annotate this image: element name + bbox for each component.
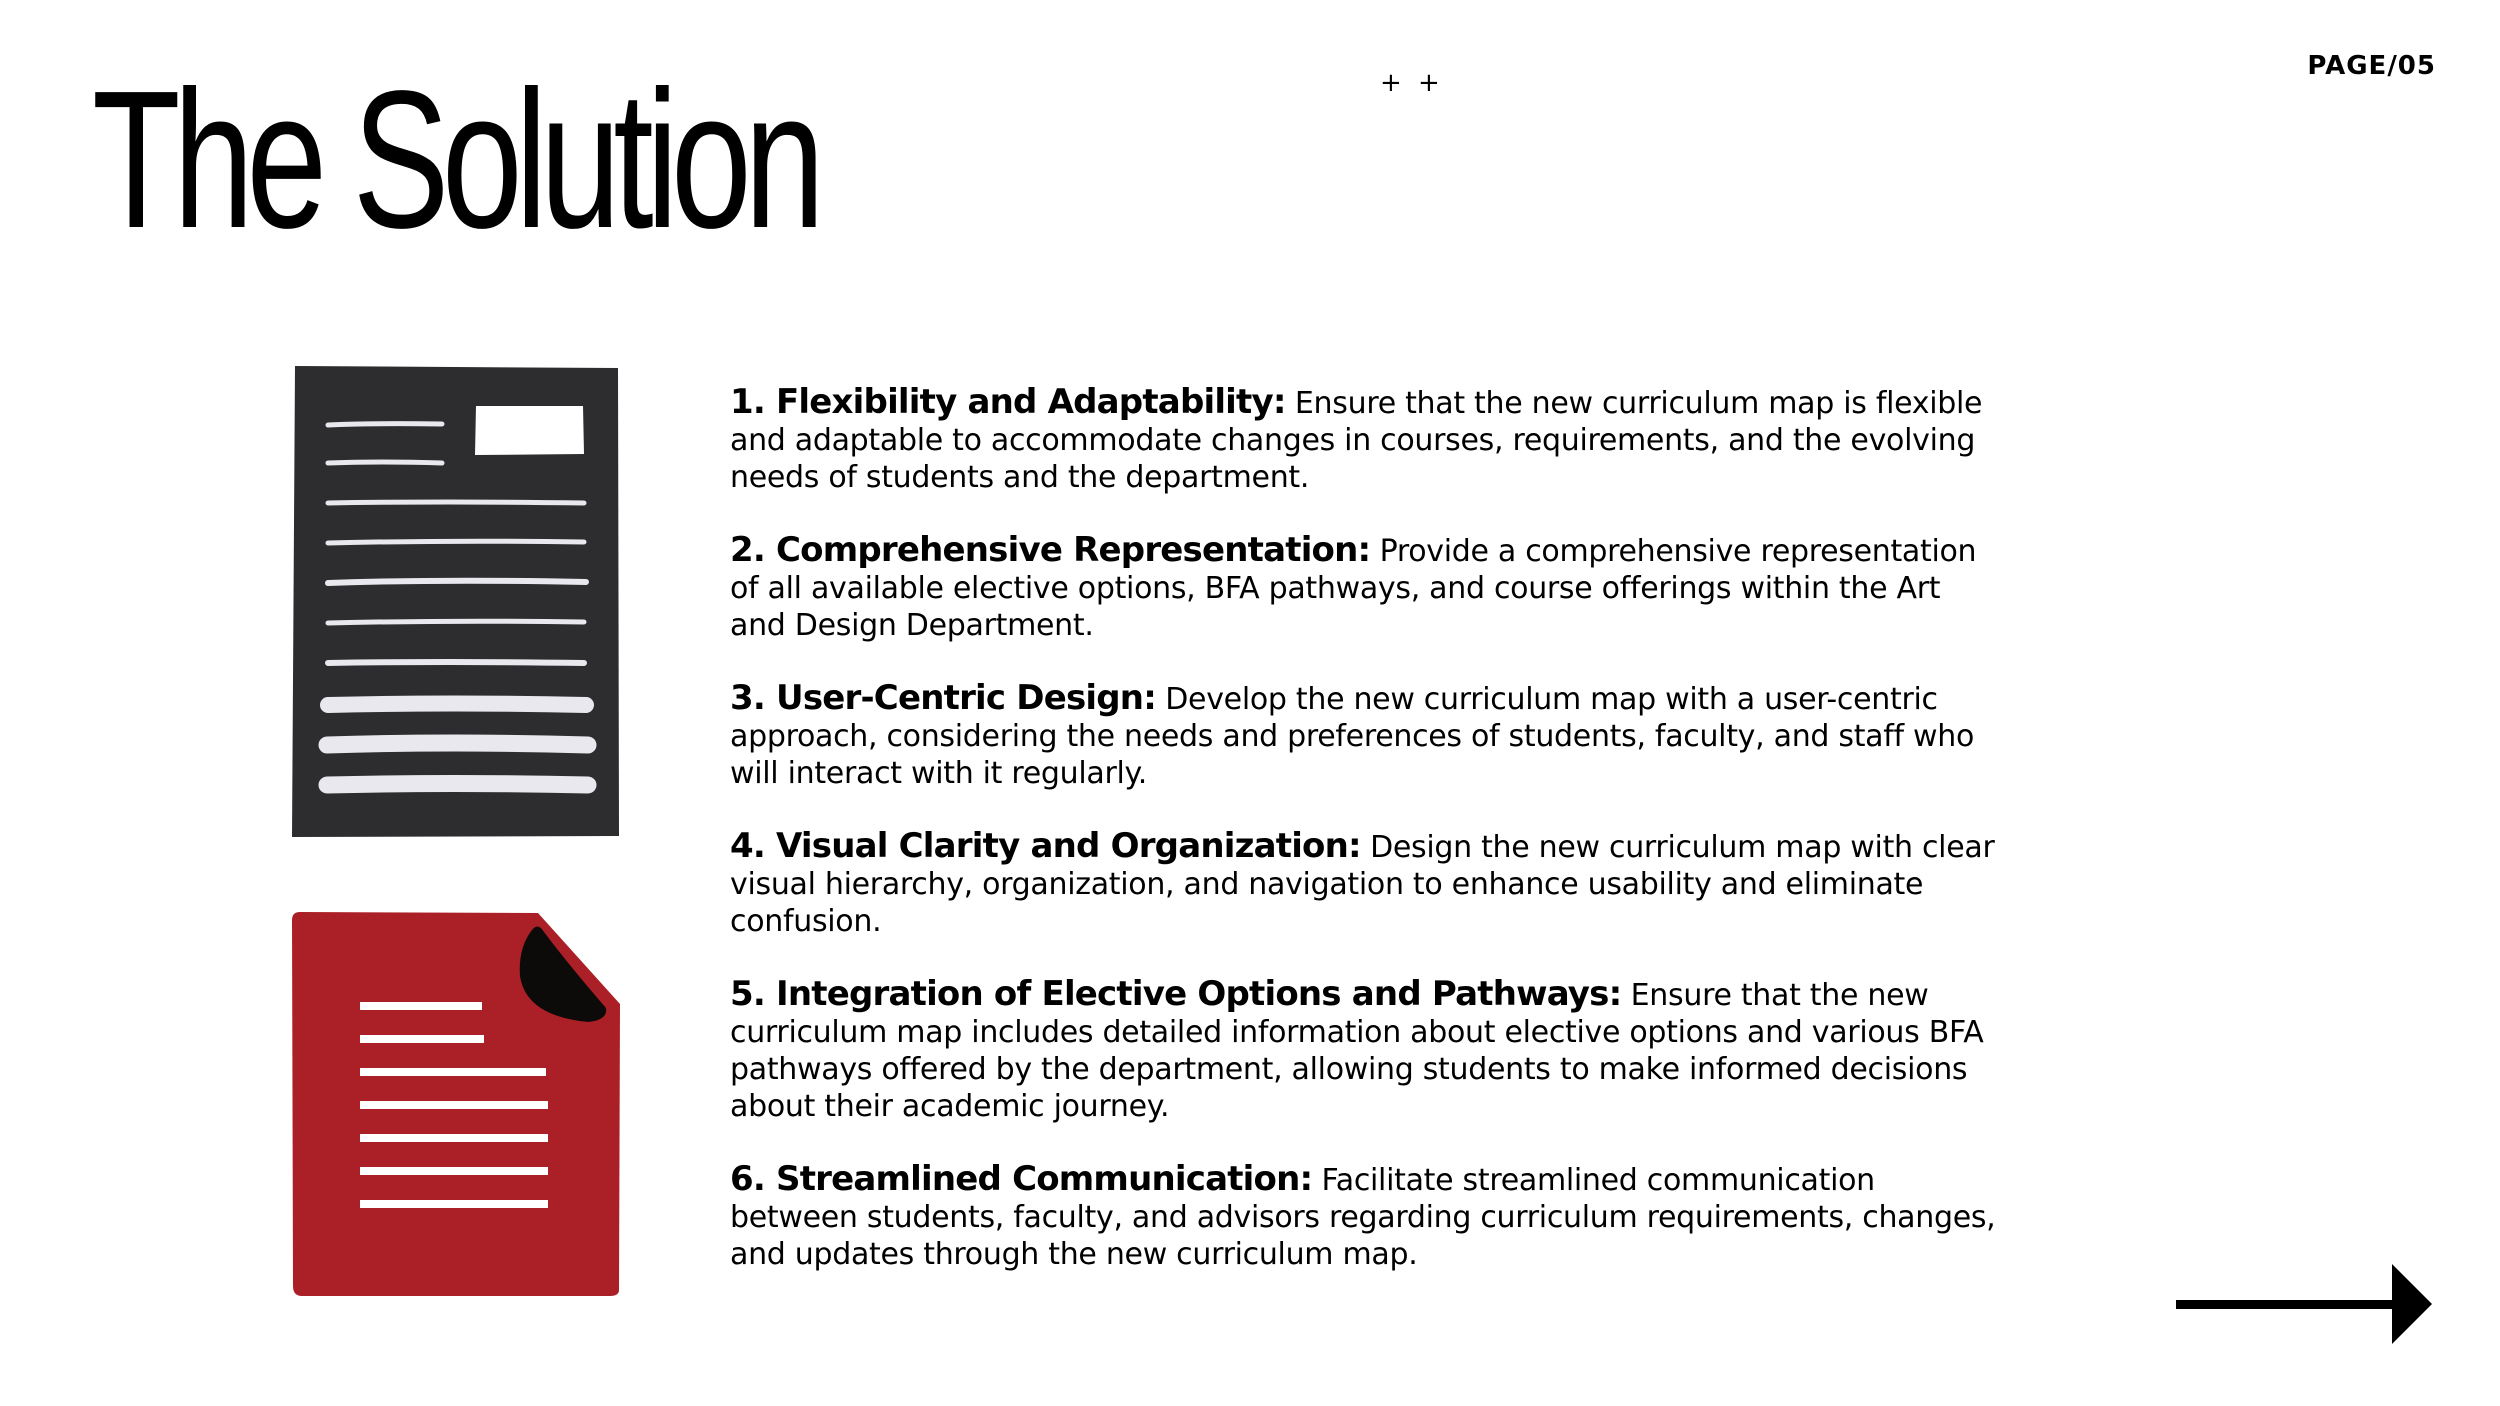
solution-title: 6. Streamlined Communication: bbox=[730, 1159, 1313, 1199]
solution-item-representation bbox=[730, 532, 2000, 644]
solution-item-communication bbox=[730, 1161, 2000, 1273]
solution-body: Design the new curriculum map with clear visual hierarchy, organization, and navigation to enhance usability and eliminate confusion. bbox=[730, 830, 1995, 939]
solution-item-visual-clarity bbox=[730, 828, 2000, 940]
solution-title: 2. Comprehensive Representation: bbox=[730, 530, 1371, 570]
solution-body: Ensure that the new curriculum map is flexible and adaptable to accommodate changes in courses, requirements, and the evolving needs of students and the department. bbox=[730, 386, 1983, 495]
page-title: The Solution bbox=[92, 50, 818, 269]
solution-body: Ensure that the new curriculum map includes detailed information about elective options and various BFA pathways offered by the department, allowing students to make informed decisions about their academic journey. bbox=[730, 978, 1984, 1124]
solution-item-user-centric bbox=[730, 680, 2000, 792]
solution-list bbox=[730, 384, 2000, 1309]
next-page-arrow-icon[interactable] bbox=[2176, 1264, 2432, 1344]
solution-body: Facilitate streamlined communication between students, faculty, and advisors regarding curriculum requirements, changes, and updates through the new curriculum map. bbox=[730, 1163, 1996, 1272]
solution-body: Develop the new curriculum map with a user-centric approach, considering the needs and preferences of students, faculty, and staff who will interact with it regularly. bbox=[730, 682, 1975, 791]
solution-item-flexibility bbox=[730, 384, 2000, 496]
file-document-icon bbox=[292, 912, 620, 1296]
solution-title: 5. Integration of Elective Options and Pathways: bbox=[730, 974, 1622, 1014]
solution-item-integration bbox=[730, 976, 2000, 1125]
page-number: PAGE/05 bbox=[2307, 51, 2436, 81]
plus-marks: + + bbox=[1380, 68, 1444, 98]
solution-title: 4. Visual Clarity and Organization: bbox=[730, 826, 1361, 866]
solution-body: Provide a comprehensive representation of all available elective options, BFA pathways, and course offerings within the Art and Design Department. bbox=[730, 534, 1977, 643]
solution-title: 3. User-Centric Design: bbox=[730, 678, 1156, 718]
document-text-icon bbox=[292, 366, 620, 838]
solution-title: 1. Flexibility and Adaptability: bbox=[730, 382, 1286, 422]
